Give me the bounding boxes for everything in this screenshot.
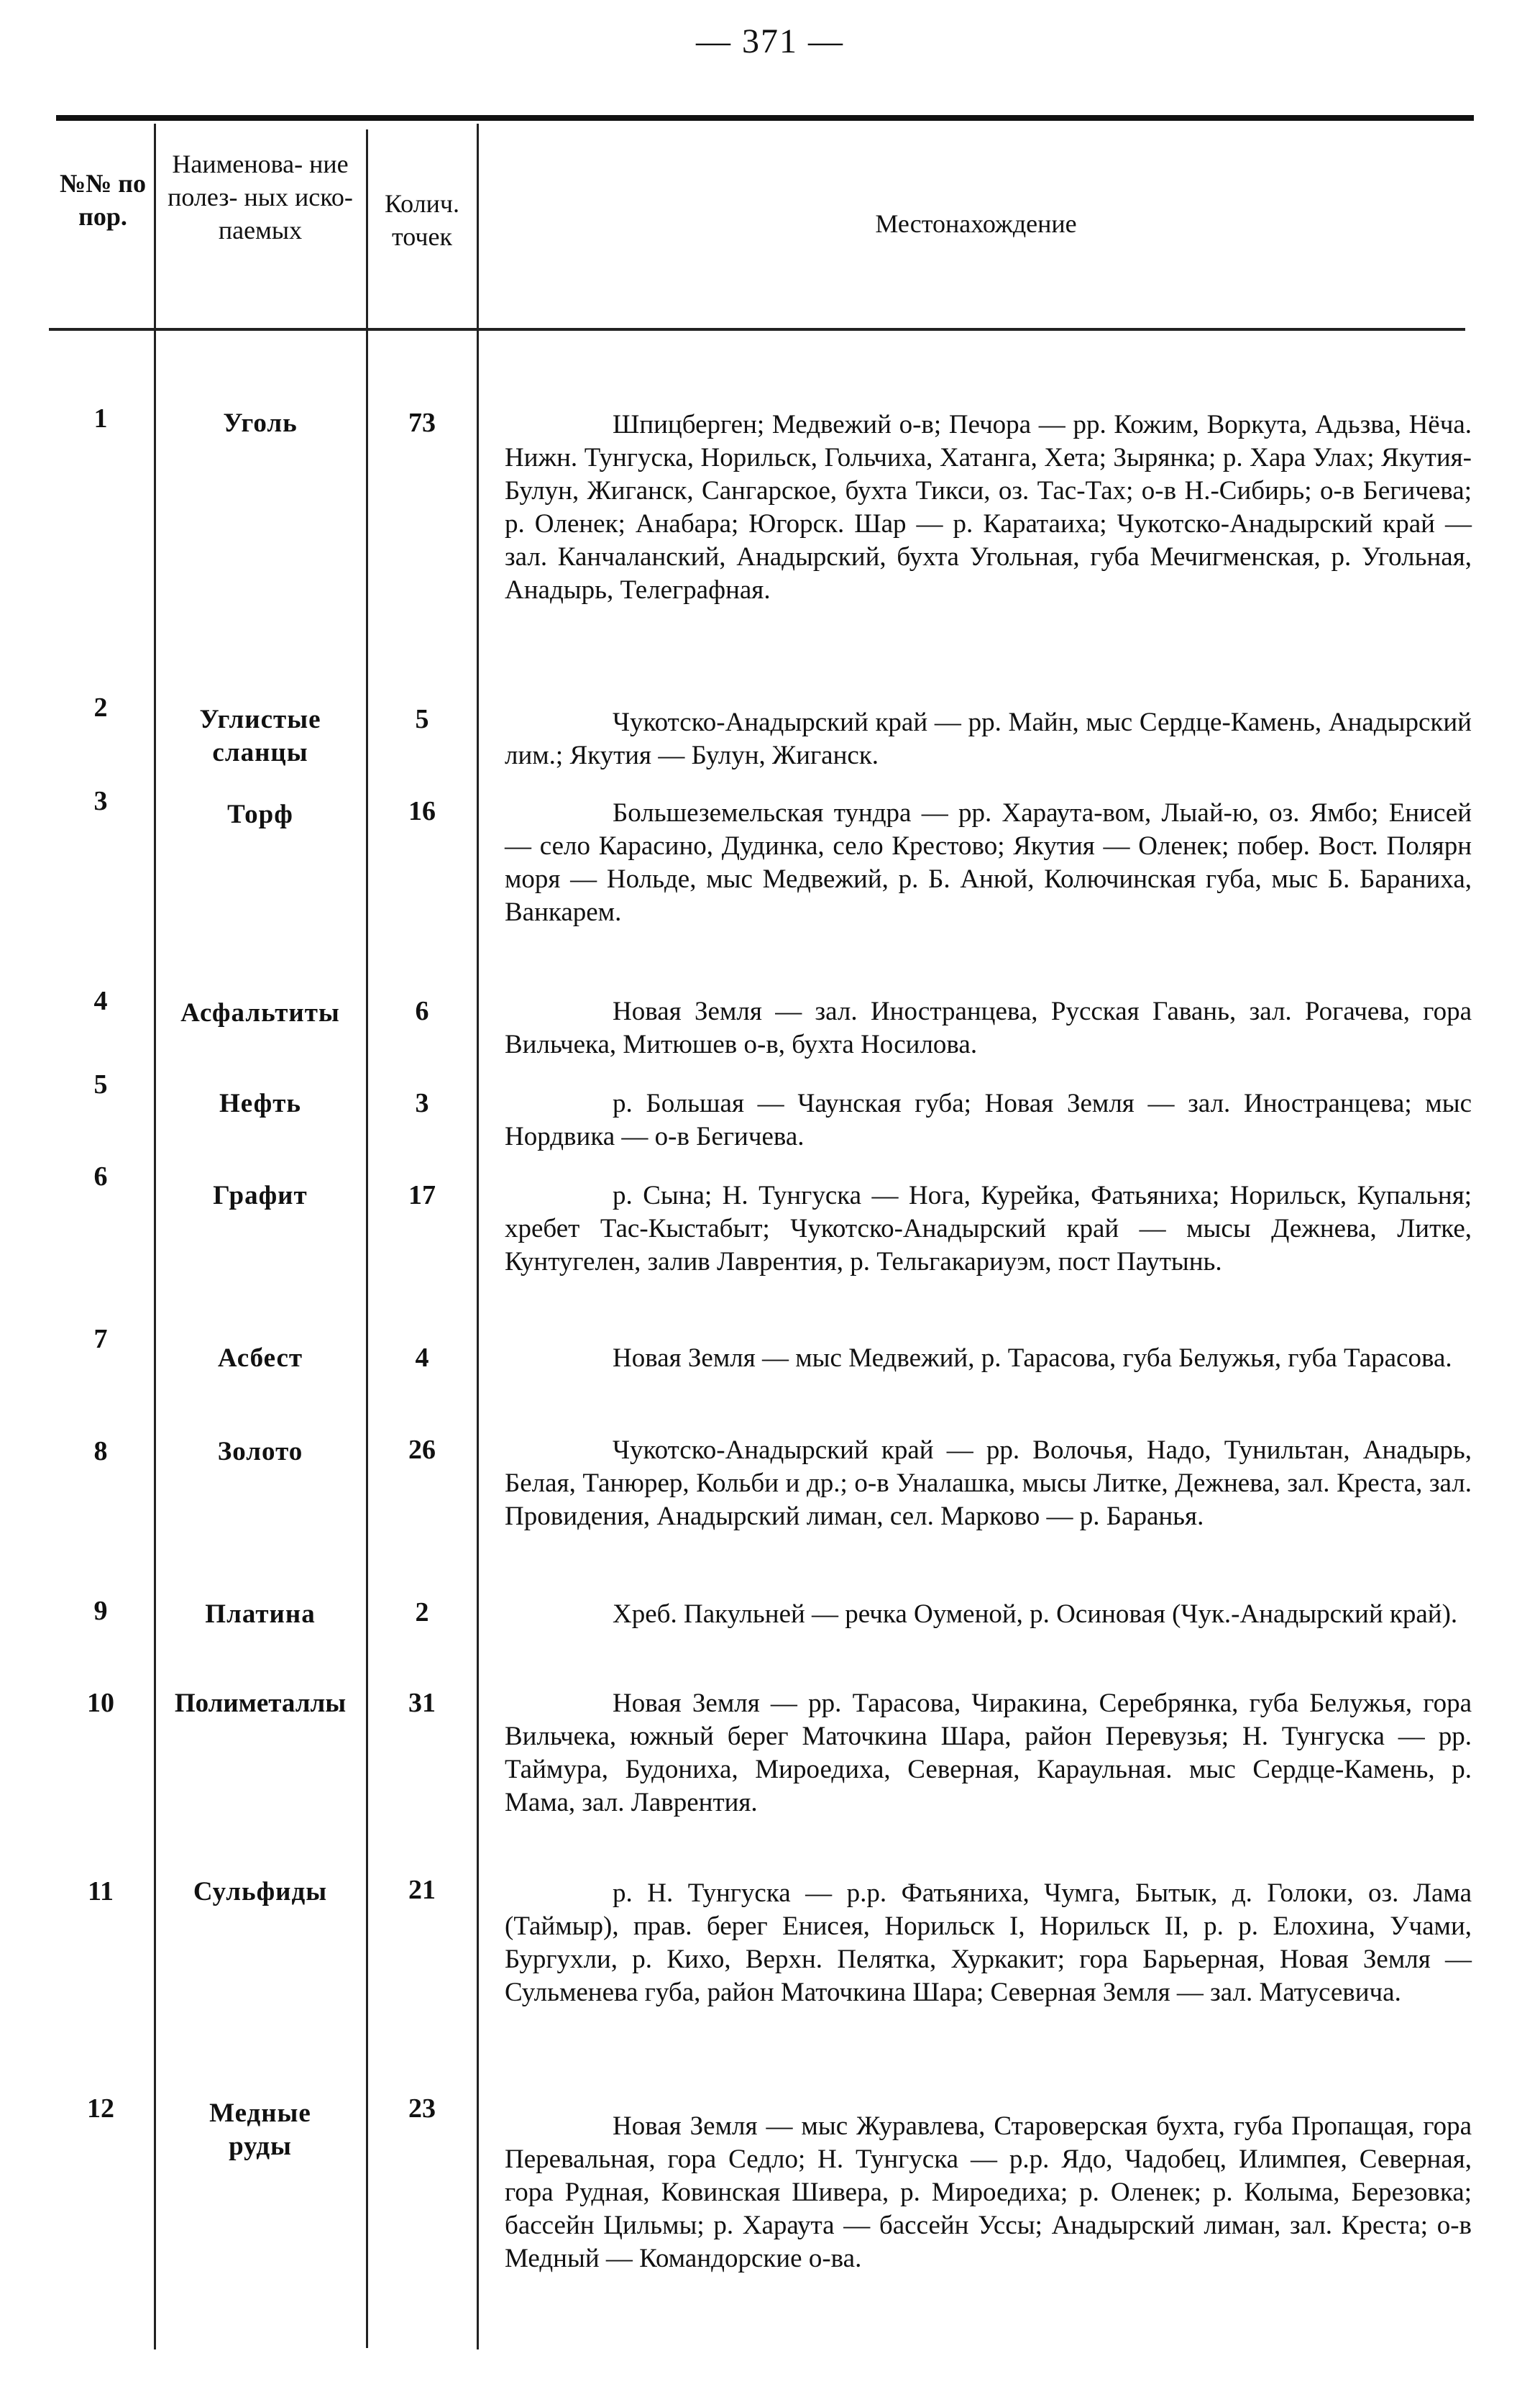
row-number: 12 [87,2093,114,2124]
row-number: 9 [93,1596,108,1626]
row-count: 17 [408,1180,436,1210]
row-mineral-name: Полиметаллы [174,1689,347,1718]
header-number: №№ по пор. [59,169,147,231]
row-number: 6 [93,1161,108,1192]
row-mineral-name: Нефть [219,1089,301,1118]
row-count: 23 [408,2093,436,2124]
row-number: 11 [88,1876,114,1906]
row-count: 5 [415,704,429,734]
row-number: 5 [93,1069,108,1100]
header-bottom-rule [49,328,1465,331]
row-number: 1 [93,403,108,434]
row-location: Новая Земля — мыс Журавлева, Староверская бухта, губа Пропащая, гора Перевальная, гора Седло; Н. Тунгуска — р.р. Ядо, Чадобец, Илимпея, Северная, гора Рудная, Ковинская Шивера, р. Мироедиха; р. Оленек; р. Колыма, Березовка; бассейн Цильмы; р. Хараута — бассейн Уссы; Анадырский лиман, зал. Креста; о-в Медный — Командорские о-ва. [505,2111,1472,2273]
row-mineral-name: Сульфиды [193,1877,328,1906]
row-mineral-name: Уголь [223,408,298,438]
row-location: р. Сына; Н. Тунгуска — Нога, Курейка, Фатьяниха; Норильск, Купальня; хребет Тас-Кыстабыт; Чукотско-Анадырский край — мысы Дежнева, Литке, Кунтугелен, залив Лаврентия, р. Тельгакариуэм, пост Паутынь. [505,1181,1472,1276]
row-count: 21 [408,1875,436,1905]
row-location: Большеземельская тундра — рр. Хараута-вом, Лыай-ю, оз. Ямбо; Енисей — село Карасино, Дудинка, село Крестово; Якутия — Оленек; побер. Вост. Полярн моря — Нольде, мыс Медвежий, р. Б. Анюй, Колючинская губа, мыс Б. Бараниха, Ванкарем. [505,798,1472,927]
row-number: 3 [93,786,108,816]
page-number: — 371 — [696,22,844,60]
row-number: 10 [87,1688,114,1718]
row-count: 73 [408,408,436,438]
row-mineral-name: Торф [227,800,293,829]
row-location: Шпицберген; Медвежий о-в; Печора — рр. Кожим, Воркута, Адьзва, Нёча. Нижн. Тунгуска, Норильск, Гольчиха, Хатанга, Хета; Зырянка; р. Хара Улах; Якутия-Булун, Жиганск, Сангарское, бухта Тикси, оз. Тас-Тах; о-в Н.-Сибирь; о-в Бегичева; р. Оленек; Анабара; Югорск. Шар — р. Каратаиха; Чукотско-Анадырский край — зал. Канчаланский, Анадырский, бухта Угольная, губа Мечигменская, р. Угольная, Анадырь, Телеграфная. [505,410,1472,605]
row-location: Новая Земля — рр. Тарасова, Чиракина, Серебрянка, губа Белужья, гора Вильчека, южный берег Маточкина Шара, район Перевузья; Н. Тунгуска — рр. Таймура, Будониха, Мироедиха, Северная, Караульная. мыс Сердце-Камень, р. Мама, зал. Лаврентия. [505,1689,1472,1817]
row-mineral-name: Асфальтиты [180,998,340,1028]
row-count: 6 [415,996,429,1026]
row-mineral-name: Золото [217,1437,303,1466]
row-location: Чукотско-Анадырский край — рр. Волочья, Надо, Тунильтан, Анадырь, Белая, Танюрер, Кольби и др.; о-в Уналашка, мысы Литке, Дежнева, зал. Креста, зал. Провидения, Анадырский лиман, сел. Марково — р. Баранья. [505,1435,1472,1531]
row-mineral-name: Углистые сланцы [199,705,321,767]
row-mineral-name: Асбест [217,1343,303,1373]
row-location: Новая Земля — мыс Медвежий, р. Тарасова, губа Белужья, губа Тарасова. [613,1343,1452,1373]
row-count: 16 [408,796,436,826]
column-divider-1 [154,124,156,2349]
row-count: 3 [415,1088,429,1118]
column-divider-2 [366,129,368,2348]
header-count: Колич. точек [384,189,460,251]
row-mineral-name: Платина [205,1599,316,1629]
table-top-rule [56,115,1474,121]
row-count: 26 [408,1435,436,1465]
row-location: р. Большая — Чаунская губа; Новая Земля — зал. Иностранцева; мыс Нордвика — о-в Бегичева. [505,1089,1472,1151]
row-location: Чукотско-Анадырский край — рр. Майн, мыс Сердце-Камень, Анадырский лим.; Якутия — Булун, Жиганск. [505,708,1472,770]
row-location: р. Н. Тунгуска — р.р. Фатьяниха, Чумга, Бытык, д. Голоки, оз. Лама (Таймыр), прав. берег Енисея, Норильск I, Норильск II, р. р. Елохина, Учами, Бургухли, р. Кихо, Верхн. Пелятка, Хуркакит; гора Барьерная, Новая Земля — Сульменева губа, район Маточкина Шара; Северная Земля — зал. Матусевича. [505,1878,1472,2007]
row-number: 4 [93,986,108,1016]
header-location: Местонахождение [875,209,1077,238]
column-divider-3 [477,124,479,2349]
row-number: 7 [93,1324,108,1354]
row-number: 2 [93,693,108,723]
row-count: 31 [408,1688,436,1718]
row-location: Хреб. Пакульней — речка Оуменой, р. Осиновая (Чук.-Анадырский край). [613,1599,1458,1629]
row-number: 8 [93,1436,108,1466]
row-count: 2 [415,1597,429,1627]
row-location: Новая Земля — зал. Иностранцева, Русская Гавань, зал. Рогачева, гора Вильчека, Митюшев о-в, бухта Носилова. [505,997,1472,1059]
row-count: 4 [415,1343,429,1373]
header-mineral-name: Наименова- ние полез- ных иско- паемых [168,150,353,245]
row-mineral-name: Медные руды [209,2098,311,2161]
row-mineral-name: Графит [213,1181,308,1210]
